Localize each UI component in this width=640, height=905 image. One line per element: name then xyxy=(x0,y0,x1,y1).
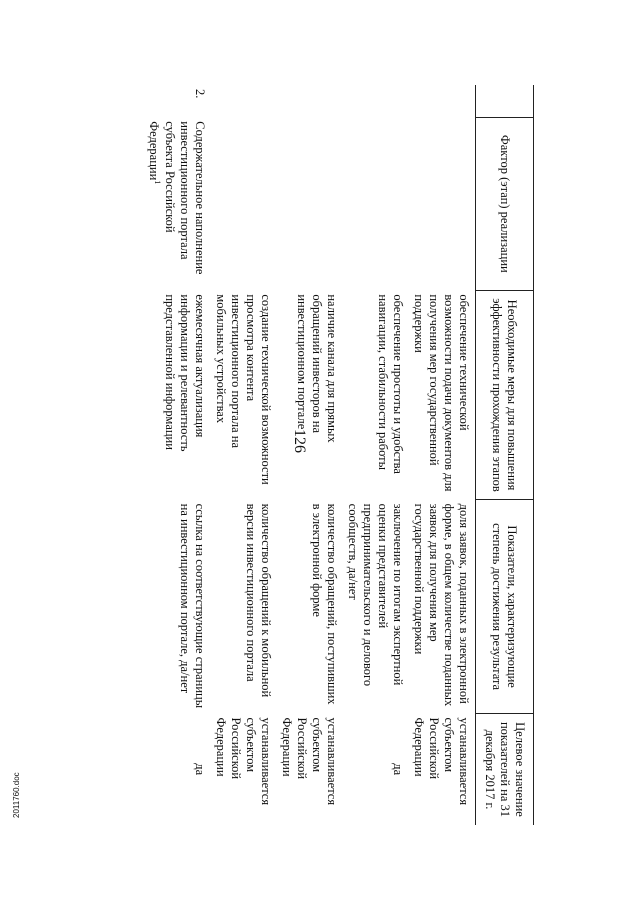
row-target: да xyxy=(391,763,405,776)
row-num xyxy=(408,85,476,117)
table-row xyxy=(210,85,276,825)
row-factor xyxy=(210,117,276,290)
row-measure: наличие канала для прямых обращений инвесторов на инвестиционном портале xyxy=(295,294,339,443)
row-num xyxy=(210,85,276,117)
table-row xyxy=(408,85,476,825)
table-row xyxy=(143,85,210,825)
row-num: 2. xyxy=(193,89,207,99)
row-factor xyxy=(276,117,342,290)
row-factor xyxy=(342,117,408,290)
row-num xyxy=(276,85,342,117)
table-row xyxy=(342,85,408,825)
page-number: 126 xyxy=(291,429,308,453)
row-measure: обеспечение технической возможности подачи документов для получения мер государственной поддержки xyxy=(412,294,471,492)
footer-filename: 2011760.doc xyxy=(12,772,21,818)
row-measure: обеспечение простоты и удобства навигации, стабильности работы xyxy=(376,294,405,474)
row-indicator: количество обращений к мобильной версии инвестиционного портала xyxy=(244,503,273,698)
row-target: да xyxy=(193,763,207,776)
row-target: устанавливается субъектом Российской Федерации xyxy=(214,717,273,806)
table-header-row xyxy=(476,85,534,825)
header-factor: Фактор (этап) реализации xyxy=(476,117,534,290)
row-target: устанавливается субъектом Российской Федерации xyxy=(412,717,471,806)
header-indicator: Показатели, характеризующие степень достижения результата xyxy=(476,500,534,714)
row-measure: создание технической возможности просмотра контента инвестиционного портала на мобильных устройствах xyxy=(214,294,273,485)
row-indicator: ссылка на соответствующие страницы на инвестиционном портале, да/нет xyxy=(178,503,207,709)
header-target: Целевое значение показателей на 31 декабря 2017 г. xyxy=(476,714,534,826)
measures-table xyxy=(143,85,534,825)
header-measure: Необходимые меры для повышения эффективности прохождения этапов xyxy=(476,290,534,499)
row-indicator: количество обращений, поступивших в электронной форме xyxy=(310,503,339,705)
row-factor xyxy=(408,117,476,290)
row-indicator: доля заявок, поданных в электронной форме, в общем количестве поданных заявок для получения мер государственной поддержки xyxy=(412,503,471,707)
row-num xyxy=(342,85,408,117)
footnote-marker: 1 xyxy=(153,180,162,185)
table-row xyxy=(276,85,342,825)
row-factor xyxy=(143,117,210,290)
row-indicator: заключение по итогам экспертной оценки представителей предпринимательского и делового сообществ, да/нет xyxy=(346,503,405,687)
row-factor-text: Содержательное наполнение инвестиционного портала субъекта Российской Федерации xyxy=(146,121,207,275)
row-measure: ежемесячная актуализация информации и релевантность представленной информации xyxy=(163,294,207,452)
row-target: устанавливается субъектом Российской Федерации xyxy=(280,717,339,806)
header-num xyxy=(476,85,534,117)
rotated-table-block xyxy=(92,85,534,825)
